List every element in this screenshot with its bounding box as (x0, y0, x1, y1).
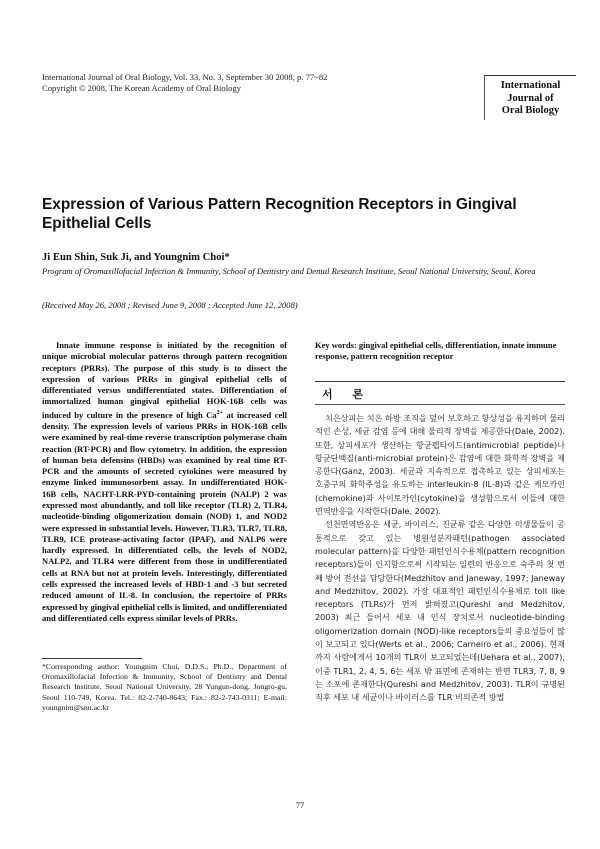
journal-badge-line: Journal of (507, 92, 554, 104)
copyright-line: Copyright © 2008, The Korean Academy of Oral Biology (42, 83, 241, 93)
keywords: Key words: gingival epithelial cells, differentiation, innate immune response, pattern recognition receptor (315, 340, 557, 362)
section-divider-bottom (315, 404, 565, 405)
section-heading: 서 론 (322, 388, 372, 401)
corresponding-author-footnote: *Corresponding author: Youngnim Choi, D.D.S., Ph.D., Department of Oromaxillofacial Infection & Immunity, School of Dentistry and Dental Research Institute, Seoul National University, 28 Yungun-dong, Jongro-gu, Seoul 110-749, Korea. Tel.: 82-2-740-8643; Fax.: 82-2-743-0311; E-mail: youngnim@snu.ac.kr (42, 662, 287, 712)
title-line: Epithelial Cells (42, 215, 152, 232)
title-line: Expression of Various Pattern Recognition Receptors in Gingival (42, 196, 517, 213)
abstract (42, 340, 287, 624)
journal-badge (484, 75, 576, 120)
section-divider-top (315, 381, 565, 382)
footnote-divider (42, 658, 142, 659)
page-number: 77 (295, 800, 305, 810)
body-paragraph: 치은상피는 치은 하방 조직을 덮어 보호하고 항상성을 유지하며 물리적인 손상, 세균 감염 등에 대해 물리적 장벽을 제공한다(Dale, 2002). 또한, 상피세포가 생산하는 항균펩타이드(antimicrobial peptide)나 항균단백질(anti-microbial protein)은 감염에 대한 화학적 장벽을 제공한다(Ganz, 2003). 세균과 지속적으로 접촉하고 있는 상피세포는 호중구의 화학주성을 유도하는 interleukin-8 (IL-8)과 같은 케모카인(chemokine)과 사이토카인(cytokine)을 생성함으로서 이들에 대한 면역반응을 시작한다(Dale, 2002). (315, 413, 565, 517)
affiliation: Program of Oromaxillofacial Infection & Immunity, School of Dentistry and Dental Research Institute, Seoul National University, Seoul, Korea (42, 266, 536, 276)
abstract-text: Innate immune response is initiated by the recognition of unique microbial molecular patterns through pattern recognition receptors (PRRs). The purpose of this study is to dissect the expression of various PRRs in gingival epithelial cells of differentiated versus undifferentiated states. Differentiation of immortalized human gingival epithelial HOK-16B cells was induced by culture in the presence of high Ca (42, 340, 287, 420)
journal-badge-line: Oral Biology (501, 105, 560, 116)
abstract-superscript: 2+ (216, 409, 223, 416)
article-title (42, 195, 562, 233)
abstract-text: at increased cell density. The expression levels of various PRRs in HOK-16B cells were examined by real-time reverse transcription polymerase chain reaction (RT-PCR) and flow cytometry. In addition, the expression of human beta defensins (HBDs) was examined by real time RT-PCR and the amounts of secreted cytokines were measured by enzyme linked immunosorbent assay. In undifferentiated HOK-16B cells, NACHT-LRR-PYD-containing protein (NALP) 2 was expressed most abundantly, and toll like receptor (TLR) 2, TLR4, nucleotide-binding oligomerization domain (NOD) 1, and NOD2 were expressed in substantial levels. However, TLR3, TLR7, TLR8, TLR9, ICE protease-activating factor (IPAF), and NALP6 were hardly expressed. In differentiated cells, the levels of NOD2, NALP2, and TLR4 were different from those in undifferentiated cells at RNA but not at protein levels. Interestingly, differentiated cells expressed the increased levels of HBD-1 and -3 but secreted reduced amount of IL-8. In conclusion, the repertoire of PRRs expressed by gingival epithelial cells is limited, and undifferentiated and differentiated cells express similar levels of PRRs. (42, 409, 288, 623)
journal-badge-line: International (500, 80, 561, 91)
body-paragraph: 선천면역반응은 세균, 바이러스, 진균류 같은 다양한 미생물들이 공통적으로 갖고 있는 병원성분자패턴(pathogen associated molecular pattern)을 다양한 패턴인식수용체(pattern recognition receptors)들이 인지함으로써 시작되는 일련의 반응으로 숙주의 첫 번째 방어 전선을 담당한다(Medzhitov and Janeway, 1997; Janeway and Medzhitov, 2002). 가장 대표적인 패턴인식수용체로 toll like receptors (TLRs)가 먼저 밝혀졌고(Qureshi and Medzhitov, 2003) 최근 들어서 세포 내 인식 장치로서 nucleotide-binding oligomerization domain (NOD)-like receptors들의 중요성들이 많이 보고되고 있다(Werts et al., 2006; Carneiro et al., 2006). 현재까지 사람에게서 10개의 TLR이 보고되었는데(Uehara et al., 2007), 이중 TLR1, 2, 4, 5, 6는 세포 밖 표면에 존재하는 반면 TLR3, 7, 8, 9는 소포에 존재한다(Qureshi and Medzhitov, 2003). TLR이 규명된 직후 세포 내 세균이나 바이러스를 TLR 비의존적 방법 (315, 519, 565, 703)
journal-citation: International Journal of Oral Biology, Vol. 33, No. 3, September 30 2008, p. 77~82 (42, 72, 328, 82)
received-dates: (Received May 26, 2008 ; Revised June 9, 2008 ; Accepted June 12, 2008) (42, 300, 298, 310)
introduction-body (315, 412, 565, 705)
authors: Ji Eun Shin, Suk Ji, and Youngnim Choi* (42, 252, 230, 263)
journal-header (42, 72, 327, 94)
